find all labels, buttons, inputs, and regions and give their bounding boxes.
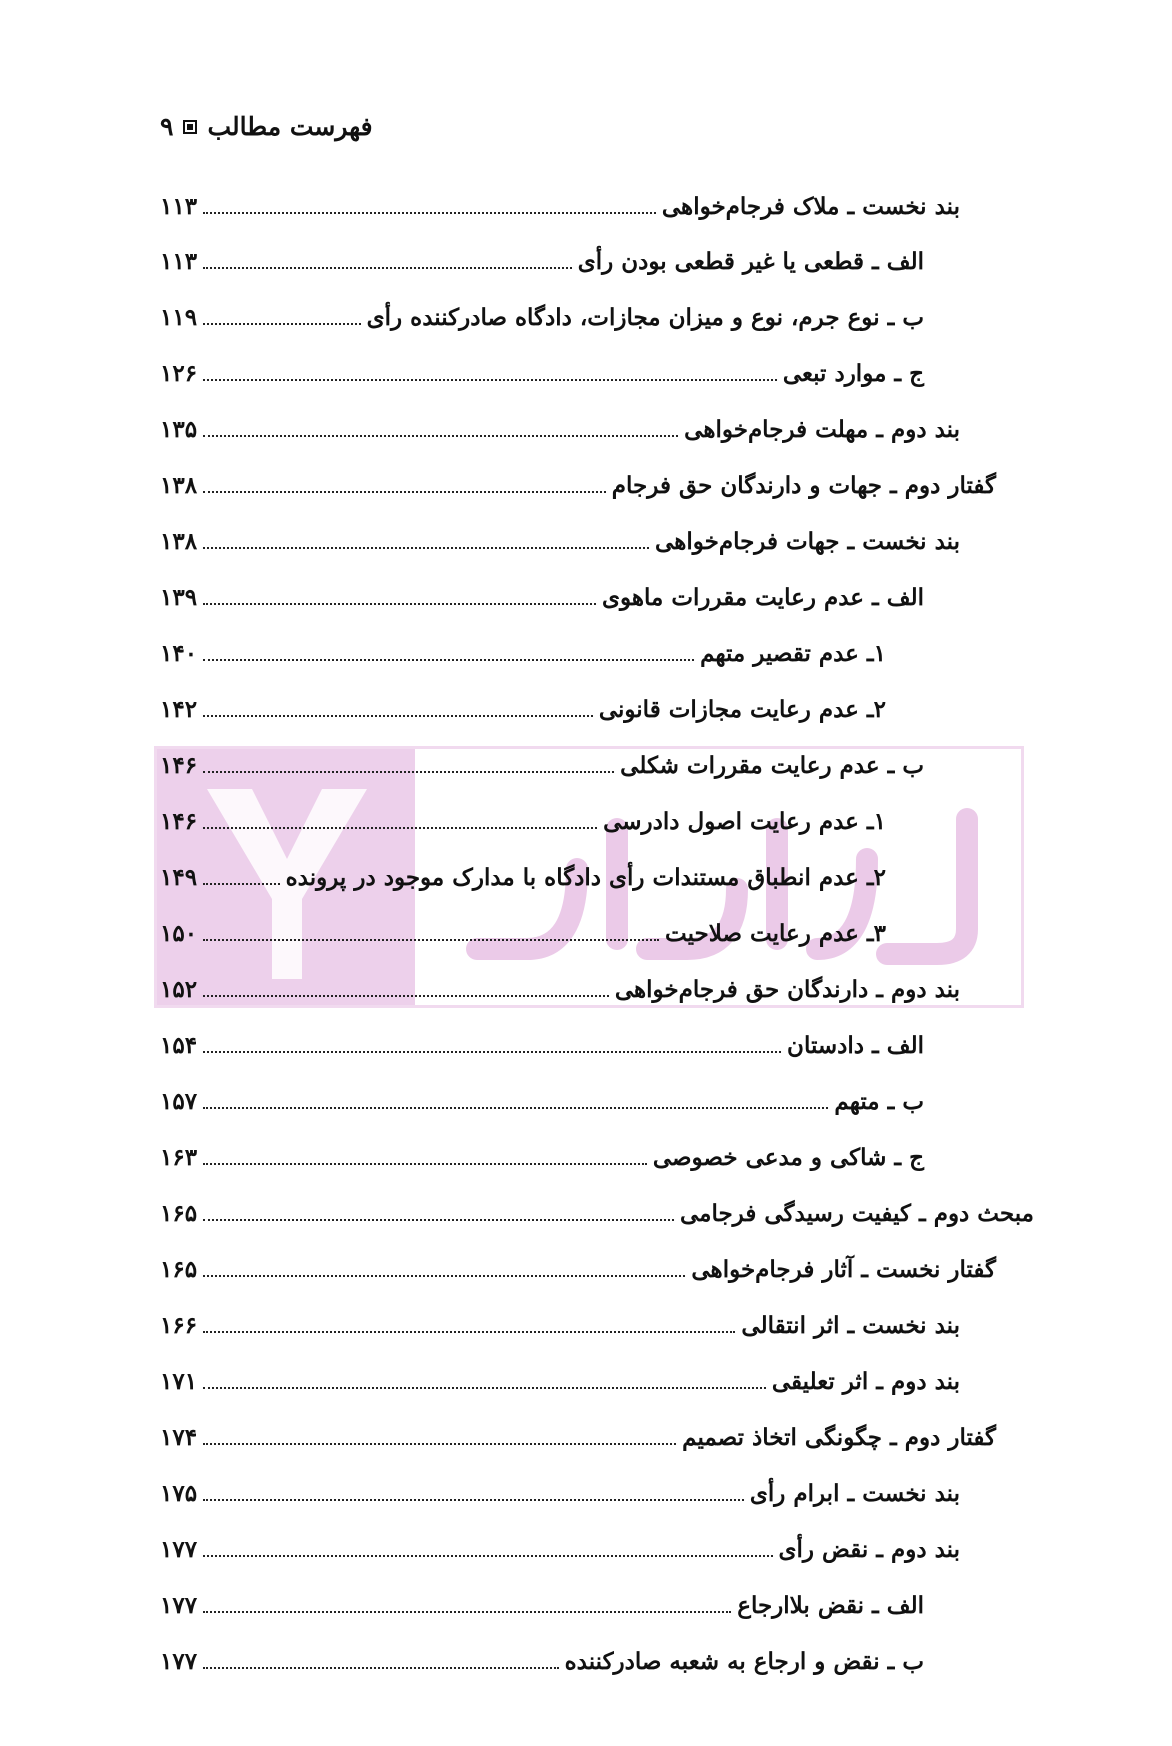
toc-entry-title: ۱ـ عدم تقصیر متهم xyxy=(700,640,886,667)
toc-page-number: ۱۱۹ xyxy=(160,304,198,331)
toc-entry-title: گفتار دوم ـ جهات و دارندگان حق فرجام xyxy=(611,472,996,499)
toc-row[interactable] xyxy=(160,1253,996,1287)
dot-leader xyxy=(203,322,361,325)
toc-entry-title: ۲ـ عدم رعایت مجازات قانونی xyxy=(598,696,886,723)
dot-leader xyxy=(203,1442,676,1445)
toc-entry-title: ۲ـ عدم انطباق مستندات رأی دادگاه با مدارک موجود در پرونده xyxy=(285,864,886,891)
toc-row[interactable] xyxy=(160,190,960,224)
toc-row[interactable] xyxy=(160,917,886,951)
dot-leader xyxy=(203,211,656,214)
toc-page-number: ۱۴۲ xyxy=(160,696,198,723)
toc-page-number: ۱۳۹ xyxy=(160,584,198,611)
toc-page-number: ۱۷۷ xyxy=(160,1592,198,1619)
toc-row[interactable] xyxy=(160,525,960,559)
toc-page-number: ۱۷۷ xyxy=(160,1648,198,1675)
toc-row[interactable] xyxy=(160,637,886,671)
toc-row[interactable] xyxy=(160,1029,924,1063)
dot-leader xyxy=(203,1330,735,1333)
toc-entry-title: بند نخست ـ اثر انتقالی xyxy=(741,1312,960,1339)
toc-entry-title: الف ـ دادستان xyxy=(787,1032,924,1059)
toc-page-number: ۱۴۰ xyxy=(160,640,198,667)
toc-row[interactable] xyxy=(160,245,924,279)
toc-row[interactable] xyxy=(160,693,886,727)
dot-leader xyxy=(203,1666,559,1669)
toc-entry-title: ۱ـ عدم رعایت اصول دادرسی xyxy=(603,808,886,835)
dot-leader xyxy=(203,994,609,997)
dot-leader xyxy=(203,658,694,661)
toc-page-number: ۱۳۸ xyxy=(160,472,198,499)
toc-row[interactable] xyxy=(160,301,924,335)
dot-leader xyxy=(203,1386,766,1389)
toc-row[interactable] xyxy=(160,805,886,839)
toc-entry-title: بند نخست ـ ملاک فرجام‌خواهی xyxy=(661,193,960,220)
toc-page-number: ۱۵۰ xyxy=(160,920,198,947)
toc-entry-title: الف ـ قطعی یا غیر قطعی بودن رأی xyxy=(577,248,924,275)
toc-row[interactable] xyxy=(160,861,886,895)
toc-page-number: ۱۱۳ xyxy=(160,193,198,220)
toc-row[interactable] xyxy=(160,1197,1034,1231)
dot-leader xyxy=(203,1162,647,1165)
toc-entry-title: الف ـ عدم رعایت مقررات ماهوی xyxy=(602,584,924,611)
toc-entry-title: ب ـ نوع جرم، نوع و میزان مجازات، دادگاه صادرکننده رأی xyxy=(366,304,924,331)
toc-entry-title: ۳ـ عدم رعایت صلاحیت xyxy=(665,920,886,947)
toc-row[interactable] xyxy=(160,749,924,783)
dot-leader xyxy=(203,714,593,717)
dot-leader xyxy=(203,1274,685,1277)
toc-page-number: ۱۷۷ xyxy=(160,1536,198,1563)
toc-page-number: ۱۶۵ xyxy=(160,1256,198,1283)
toc-entry-title: مبحث دوم ـ کیفیت رسیدگی فرجامی xyxy=(679,1200,1034,1227)
toc-row[interactable] xyxy=(160,973,960,1007)
toc-entry-title: بند نخست ـ ابرام رأی xyxy=(749,1480,960,1507)
toc-entry-title: گفتار نخست ـ آثار فرجام‌خواهی xyxy=(691,1256,996,1283)
dot-leader xyxy=(203,378,777,381)
toc-page-number: ۱۵۷ xyxy=(160,1088,198,1115)
toc-entry-title: ب ـ متهم xyxy=(834,1088,924,1115)
toc-row[interactable] xyxy=(160,1309,960,1343)
toc-entry-title: بند دوم ـ اثر تعلیقی xyxy=(771,1368,960,1395)
toc-row[interactable] xyxy=(160,581,924,615)
dot-leader xyxy=(203,826,597,829)
toc-entry-title: گفتار دوم ـ چگونگی اتخاذ تصمیم xyxy=(682,1424,996,1451)
toc-page-number: ۱۴۶ xyxy=(160,752,198,779)
toc-entry-title: بند دوم ـ دارندگان حق فرجام‌خواهی xyxy=(614,976,960,1003)
dot-leader xyxy=(203,770,614,773)
dot-leader xyxy=(203,434,678,437)
dot-leader xyxy=(203,1050,781,1053)
dot-leader xyxy=(203,1554,772,1557)
dot-leader xyxy=(203,602,596,605)
toc-entry-title: بند دوم ـ مهلت فرجام‌خواهی xyxy=(684,416,960,443)
toc-row[interactable] xyxy=(160,1477,960,1511)
toc-entry-title: ج ـ موارد تبعی xyxy=(782,360,924,387)
toc-entry-title: بند نخست ـ جهات فرجام‌خواهی xyxy=(655,528,960,555)
toc-page-number: ۱۳۸ xyxy=(160,528,198,555)
toc-page-number: ۱۱۳ xyxy=(160,248,198,275)
toc-page-number: ۱۴۹ xyxy=(160,864,198,891)
page-title: فهرست مطالب xyxy=(207,112,373,141)
toc-page-number: ۱۷۵ xyxy=(160,1480,198,1507)
toc-page-number: ۱۲۶ xyxy=(160,360,198,387)
dot-leader xyxy=(203,1498,744,1501)
toc-page-number: ۱۴۶ xyxy=(160,808,198,835)
toc-entry-title: ب ـ نقض و ارجاع به شعبه صادرکننده xyxy=(564,1648,924,1675)
toc-entry-title: ج ـ شاکی و مدعی خصوصی xyxy=(652,1144,924,1171)
dot-leader xyxy=(203,882,280,885)
toc-page-number: ۱۶۳ xyxy=(160,1144,198,1171)
toc-page-number: ۱۷۱ xyxy=(160,1368,198,1395)
toc-page-number: ۱۵۴ xyxy=(160,1032,198,1059)
toc-row[interactable] xyxy=(160,1533,960,1567)
dot-leader xyxy=(203,938,659,941)
dot-leader xyxy=(203,266,572,269)
toc-row[interactable] xyxy=(160,1589,924,1623)
toc-page-number: ۱۶۶ xyxy=(160,1312,198,1339)
toc-row[interactable] xyxy=(160,1645,924,1679)
toc-row[interactable] xyxy=(160,357,924,391)
toc-row[interactable] xyxy=(160,1141,924,1175)
toc-row[interactable] xyxy=(160,1085,924,1119)
toc-entry-title: الف ـ نقض بلاارجاع xyxy=(737,1592,924,1619)
toc-page-number: ۱۶۵ xyxy=(160,1200,198,1227)
toc-entry-title: بند دوم ـ نقض رأی xyxy=(778,1536,960,1563)
dot-leader xyxy=(203,1218,674,1221)
dot-leader xyxy=(203,1106,828,1109)
toc-page-number: ۱۳۵ xyxy=(160,416,198,443)
dot-leader xyxy=(203,490,606,493)
page-number: ۹ xyxy=(160,112,174,141)
dot-leader xyxy=(203,1610,731,1613)
toc-entry-title: ب ـ عدم رعایت مقررات شکلی xyxy=(620,752,924,779)
dot-leader xyxy=(203,546,649,549)
toc-row[interactable] xyxy=(160,1365,960,1399)
toc-row[interactable] xyxy=(160,469,996,503)
toc-row[interactable] xyxy=(160,1421,996,1455)
toc-row[interactable] xyxy=(160,413,960,447)
toc-page-number: ۱۷۴ xyxy=(160,1424,198,1451)
toc-page-number: ۱۵۲ xyxy=(160,976,198,1003)
